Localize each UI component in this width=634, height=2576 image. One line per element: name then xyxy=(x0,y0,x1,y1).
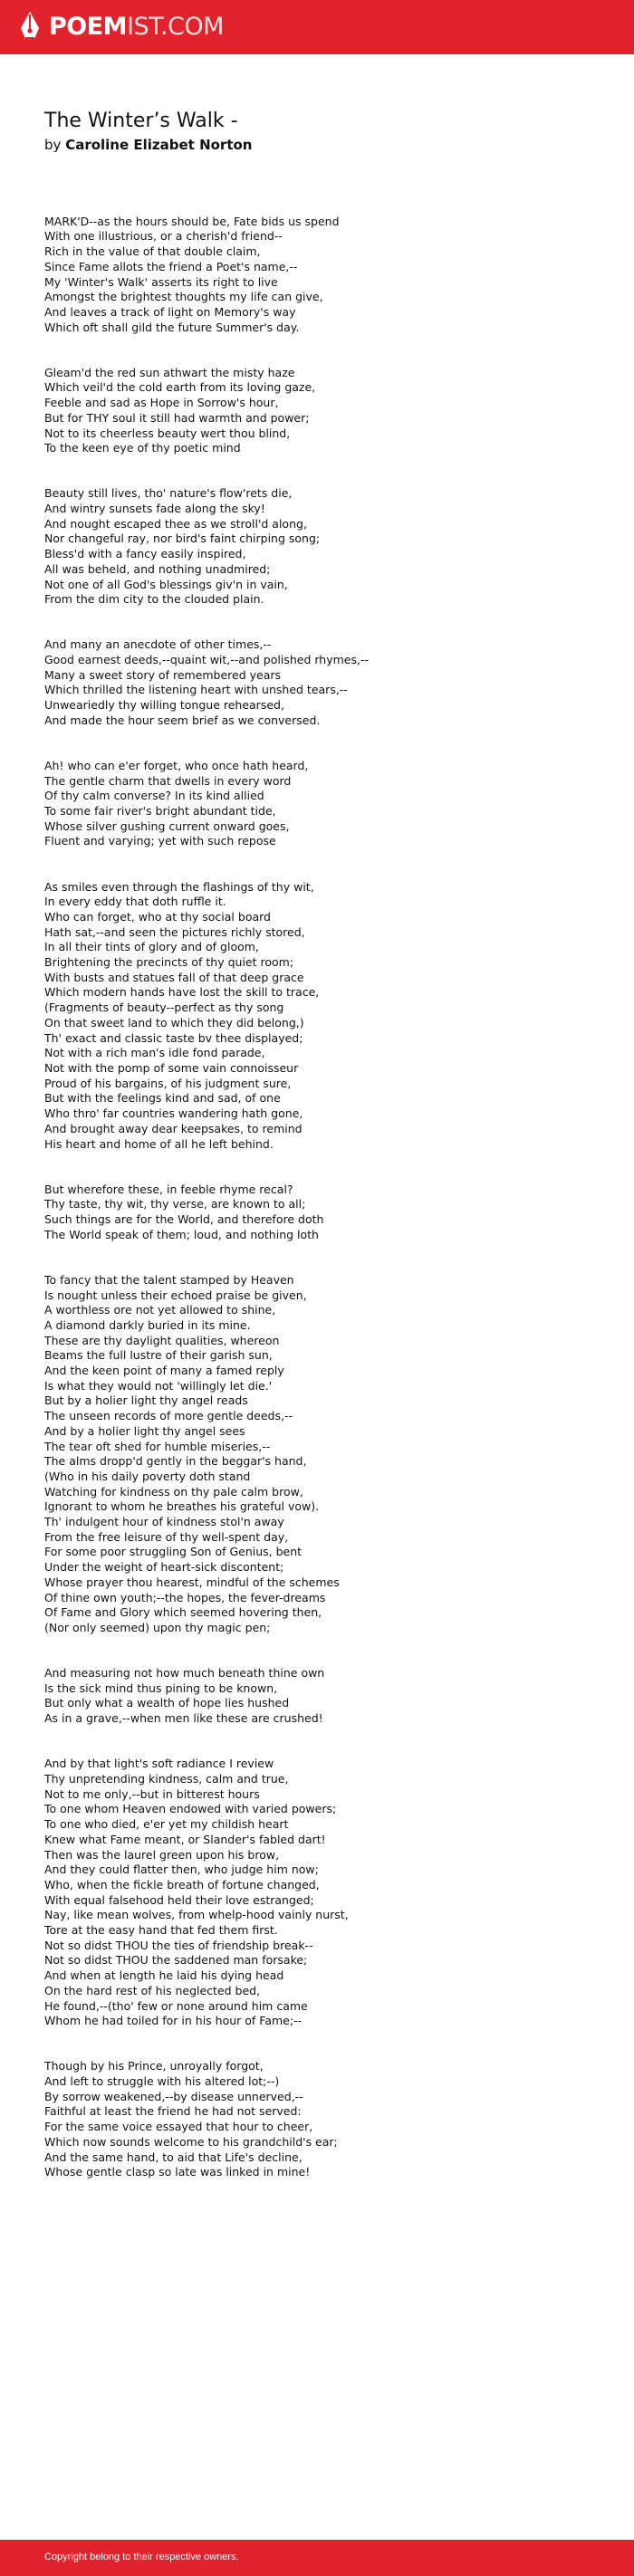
poem-stanza: MARK'D--as the hours should be, Fate bids us spend With one illustrious, or a cherish'd friend-- Rich in the value of that double claim, Since Fame allots the friend a Poet's name,-- My 'Winter's Walk' asserts its right to live Amongst the brightest thoughts my life can give, And leaves a track of light on Memory's way Which oft shall gild the future Summer's day. xyxy=(44,214,340,334)
pen-nib-icon xyxy=(18,11,42,42)
poem-body xyxy=(44,199,606,2210)
site-logo[interactable] xyxy=(18,11,224,42)
poem-header xyxy=(44,109,606,154)
poem-stanza: As smiles even through the flashings of thy wit, In every eddy that doth ruffle it. Who can forget, who at thy social board Hath sat,--and seen the pictures richly stored, In all their tints of glory and of gloom, Brightening the precincts of thy quiet room; With busts and statues fall of that deep grace Which modern hands have lost the skill to trace, (Fragments of beauty--perfect as thy song On that sweet land to which they did belong,) Th' exact and classic taste bv thee displayed; Not with a rich man's idle fond parade, Not with the pomp of some vain connoisseur Proud of his bargains, of his judgment sure, But with the feelings kind and sad, of one Who thro' far countries wandering hath gone, And brought away dear keepsakes, to remind His heart and home of all he left behind. xyxy=(44,879,320,1151)
poem-stanza: To fancy that the talent stamped by Heaven Is nought unless their echoed praise be given, A worthless ore not yet allowed to shine, A diamond darkly buried in its mine. These are thy daylight qualities, whereon Beams the full lustre of their garish sun, And the keen point of many a famed reply Is what they would not 'willingly let die.' But by a holier light thy angel reads The unseen records of more gentle deeds,-- And by a holier light thy angel sees The tear oft shed for humble miseries,-- The alms dropp'd gently in the beggar's hand, (Who in his daily poverty doth stand Watching for kindness on thy pale calm brow, Ignorant to whom he breathes his grateful vow). Th' indulgent hour of kindness stol'n away From the free leisure of thy well-spent day, For some poor struggling Son of Genius, bent Under the weight of heart-sick discontent; Whose prayer thou hearest, mindful of the schemes Of thine own youth;--the hopes, the fever-dreams Of Fame and Glory which seemed hovering then, (Nor only seemed) upon thy magic pen; xyxy=(44,1272,340,1634)
poem-stanza: Though by his Prince, unroyally forgot, And left to struggle with his altered lot;--) By sorrow weakened,--by disease unnerved,-- Faithful at least the friend he had not served: For the same voice essayed that hour to cheer, Which now sounds welcome to his grandchild's ear; And the same hand, to aid that Life's decline, Whose gentle clasp so late was linked in mine! xyxy=(44,2059,338,2179)
copyright-text: Copyright belong to their respective owners. xyxy=(44,2552,239,2562)
footer-bar xyxy=(0,2540,634,2576)
top-bar xyxy=(0,0,634,54)
site-name xyxy=(49,13,224,41)
poem-byline xyxy=(44,136,606,154)
logo-light-text: IST.COM xyxy=(127,12,224,41)
poem-stanza: And measuring not how much beneath thine own Is the sick mind thus pining to be known, But only what a wealth of hope lies hushed As in a grave,--when men like these are crushed! xyxy=(44,1666,325,1726)
poem-stanza: Beauty still lives, tho' nature's flow'rets die, And wintry sunsets fade along the sky! And nought escaped thee as we stroll'd along, Nor changeful ray, nor bird's faint chirping song; Bless'd with a fancy easily inspired, All was beheld, and nothing unadmired; Not one of all God's blessings giv'n in vain, From the dim city to the clouded plain. xyxy=(44,486,321,607)
poem-stanza: Gleam'd the red sun athwart the misty haze Which veil'd the cold earth from its loving gaze, Feeble and sad as Hope in Sorrow's hour, But for THY soul it still had warmth and power; Not to its cheerless beauty wert thou blind, To the keen eye of thy poetic mind xyxy=(44,365,316,455)
poem-stanza: Ah! who can e'er forget, who once hath heard, The gentle charm that dwells in every word Of thy calm converse? In its kind allied To some fair river's bright abundant tide, Whose silver gushing current onward goes, Fluent and varying; yet with such repose xyxy=(44,758,309,848)
byline-prefix: by xyxy=(44,137,62,153)
poem-title: The Winter’s Walk - xyxy=(44,110,238,132)
poem-stanza: And by that light's soft radiance I review Thy unpretending kindness, calm and true, Not to me only,--but in bitterest hours To one whom Heaven endowed with varied powers; To one who died, e'er yet my childish heart Knew what Fame meant, or Slander's fabled dart! Then was the laurel green upon his brow, And they could flatter then, who judge him now; Who, when the fickle breath of fortune changed, With equal falsehood held their love estranged; Nay, like mean wolves, from whelp-hood vainly nurst, Tore at the easy hand that fed them first. Not so didst THOU the ties of friendship break-- Not so didst THOU the saddened man forsake; And when at length he laid his dying head On the hard rest of his neglected bed, He found,--(tho' few or none around him came Whom he had toiled for in his hour of Fame;-- xyxy=(44,1757,349,2028)
poem-stanza: And many an anecdote of other times,-- Good earnest deeds,--quaint wit,--and polished rhymes,-- Many a sweet story of remembered years Which thrilled the listening heart with unshed tears,-- Unweariedly thy willing tongue rehearsed, And made the hour seem brief as we conversed. xyxy=(44,637,369,727)
poem-stanza: But wherefore these, in feeble rhyme recal? Thy taste, thy wit, thy verse, are known to all; Such things are for the World, and therefore doth The World speak of them; loud, and nothing loth xyxy=(44,1182,324,1241)
logo-bold-text: POEM xyxy=(49,12,128,41)
author-link[interactable]: Caroline Elizabet Norton xyxy=(65,137,253,153)
